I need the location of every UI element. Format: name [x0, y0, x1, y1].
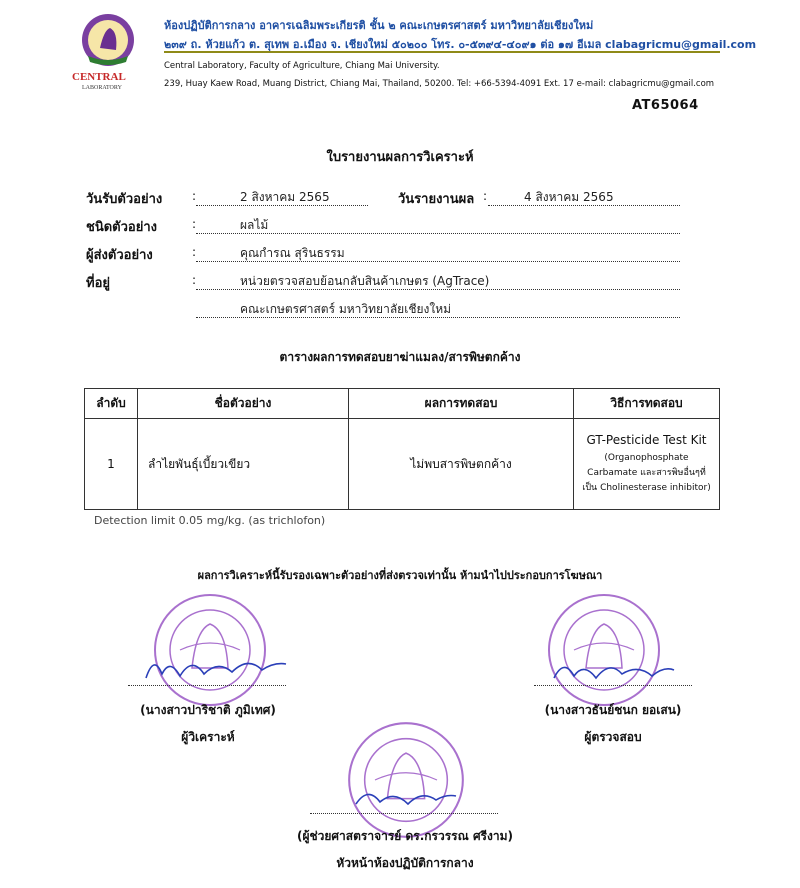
- head-signature-line: [310, 812, 498, 814]
- inspector-name: (นางสาวธันย์ชนก ยอเสน): [544, 703, 682, 717]
- cell-no: 1: [85, 419, 138, 510]
- lab-address-thai: ๒๓๙ ถ. ห้วยแก้ว ต. สุเทพ อ.เมือง จ. เชียงใหม่ ๕๐๒๐๐ โทร. ๐-๕๓๙๔-๔๐๙๑ ต่อ ๑๗ อีเมล clabagricmu@gmail.com: [164, 38, 757, 51]
- inspector-role: ผู้ตรวจสอบ: [584, 730, 642, 744]
- svg-text:LABORATORY: LABORATORY: [82, 85, 122, 91]
- address-value-1: หน่วยตรวจสอบย้อนกลับสินค้าเกษตร (AgTrace): [240, 274, 490, 288]
- head-name: (ผู้ช่วยศาสตราจารย์ ดร.กรวรรณ ศรีงาม): [296, 829, 513, 843]
- report-date-value: 4 สิงหาคม 2565: [524, 190, 614, 204]
- cell-method: [574, 419, 720, 510]
- header-result: ผลการทดสอบ: [349, 389, 574, 419]
- colon: :: [192, 245, 197, 259]
- head-signature: [350, 782, 460, 810]
- results-table: [84, 388, 720, 510]
- sample-type-line: [196, 217, 680, 234]
- address-value-2: คณะเกษตรศาสตร์ มหาวิทยาลัยเชียงใหม่: [240, 302, 452, 316]
- header-divider: [164, 51, 720, 53]
- received-date-label: วันรับตัวอย่าง: [86, 192, 163, 207]
- report-date-label: วันรายงานผล: [398, 192, 475, 207]
- sample-type-value: ผลไม้: [240, 218, 269, 232]
- method-line-2: Carbamate และสารพิษอื่นๆที่: [587, 467, 706, 478]
- sender-label: ผู้ส่งตัวอย่าง: [86, 248, 153, 263]
- colon: :: [483, 189, 488, 203]
- svg-text:CENTRAL: CENTRAL: [72, 71, 126, 83]
- cell-result: ไม่พบสารพิษตกค้าง: [349, 419, 574, 510]
- header-method: วิธีการทดสอบ: [574, 389, 720, 419]
- table-row: [85, 419, 720, 510]
- address-label: ที่อยู่: [86, 276, 110, 291]
- header-sample-name: ชื่อตัวอย่าง: [138, 389, 349, 419]
- received-date-value: 2 สิงหาคม 2565: [240, 190, 330, 204]
- colon: :: [192, 189, 197, 203]
- table-header-row: [85, 389, 720, 419]
- analyst-name: (นางสาวปาริชาติ ภูมิเทศ): [140, 703, 276, 717]
- lab-address-english: 239, Huay Kaew Road, Muang District, Chiang Mai, Thailand, 50200. Tel: +66-5394-4091 Ext. 17 e-mail: clabagricmu@gmail.com: [164, 79, 715, 89]
- colon: :: [192, 273, 197, 287]
- official-stamp-right: [544, 590, 664, 710]
- official-stamp-center: [344, 718, 468, 842]
- sample-type-label: ชนิดตัวอย่าง: [86, 220, 157, 235]
- inspector-signature-line: [534, 684, 692, 686]
- head-role: หัวหน้าห้องปฏิบัติการกลาง: [336, 856, 474, 870]
- detection-limit: Detection limit 0.05 mg/kg. (as trichlofon): [94, 514, 326, 527]
- sender-value: คุณกำรณ สุรินธรรม: [240, 246, 345, 260]
- report-title: ใบรายงานผลการวิเคราะห์: [326, 150, 474, 165]
- table-title: ตารางผลการทดสอบยาฆ่าแมลง/สารพิษตกค้าง: [279, 350, 521, 364]
- document-number: AT65064: [632, 98, 699, 113]
- analyst-signature: [140, 650, 290, 686]
- lab-name-english: Central Laboratory, Faculty of Agriculture, Chiang Mai University.: [164, 61, 440, 71]
- method-line-3: เป็น Cholinesterase inhibitor): [582, 482, 711, 493]
- colon: :: [192, 217, 197, 231]
- cell-sample-name: ลำไยพันธุ์เบี้ยวเขียว: [138, 419, 349, 510]
- analyst-signature-line: [128, 684, 286, 686]
- lab-name-thai: ห้องปฏิบัติการกลาง อาคารเฉลิมพระเกียรติ ชั้น ๒ คณะเกษตรศาสตร์ มหาวิทยาลัยเชียงใหม่: [164, 19, 594, 32]
- analyst-role: ผู้วิเคราะห์: [181, 730, 235, 744]
- method-line-1: (Organophosphate: [604, 452, 689, 463]
- inspector-signature: [548, 654, 678, 686]
- central-lab-logo: [70, 10, 152, 92]
- certification-statement: ผลการวิเคราะห์นี้รับรองเฉพาะตัวอย่างที่ส่งตรวจเท่านั้น ห้ามนำไปประกอบการโฆษณา: [197, 569, 603, 582]
- header-no: ลำดับ: [85, 389, 138, 419]
- method-main: GT-Pesticide Test Kit: [586, 432, 707, 447]
